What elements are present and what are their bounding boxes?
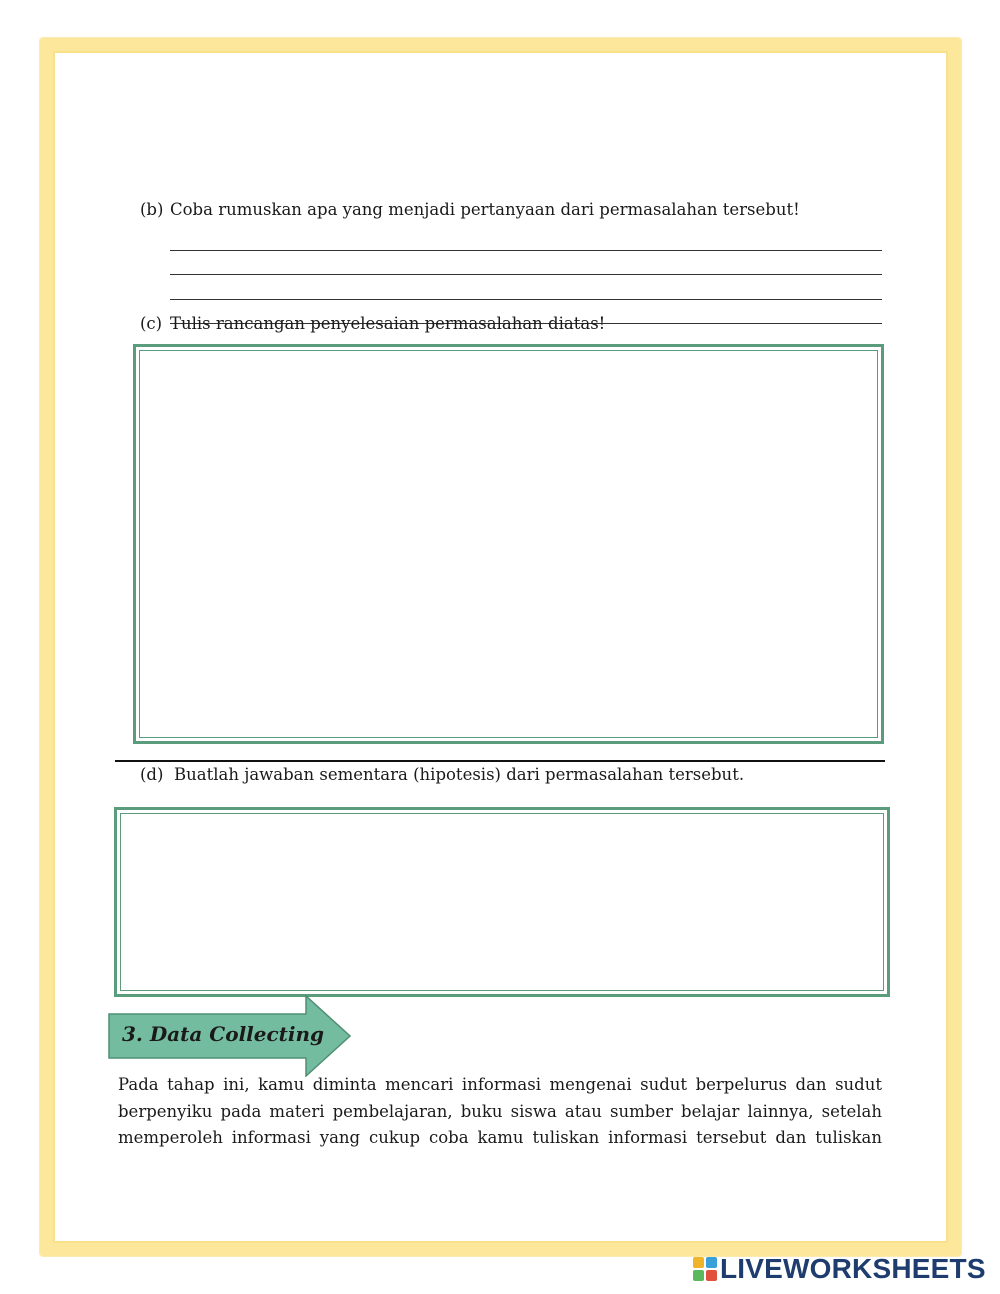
question-d-number: (d): [140, 765, 164, 784]
liveworksheets-logo-icon: [692, 1256, 718, 1282]
question-b-number: (b): [140, 200, 164, 219]
question-c-number: (c): [140, 314, 163, 333]
question-c-text: Tulis rancangan penyelesaian permasalahan diatas!: [170, 314, 606, 333]
question-d-text: Buatlah jawaban sementara (hipotesis) dari permasalahan tersebut.: [174, 765, 745, 784]
answer-box-d[interactable]: [114, 807, 890, 997]
answer-line[interactable]: [170, 275, 882, 300]
answer-box-c[interactable]: [133, 344, 884, 744]
answer-line[interactable]: [170, 226, 882, 251]
answer-line[interactable]: [170, 251, 882, 276]
divider-line: [115, 760, 885, 762]
body-paragraph: Pada tahap ini, kamu diminta mencari informasi mengenai sudut berpelurus dan sudut berpenyiku pada materi pembelajaran, buku siswa atau sumber belajar lainnya, setelah memperoleh informasi yang cukup coba kamu tuliskan informasi tersebut dan tuliskan: [118, 1075, 882, 1147]
brand-name: LIVEWORKSHEETS: [720, 1253, 986, 1284]
question-c: [140, 314, 605, 333]
question-b: [140, 200, 800, 219]
section-title: 3. Data Collecting: [122, 1022, 325, 1046]
answer-lines-b[interactable]: [170, 226, 882, 324]
question-d: [140, 765, 744, 784]
liveworksheets-logo: [692, 1254, 986, 1284]
question-b-text: Coba rumuskan apa yang menjadi pertanyaan dari permasalahan tersebut!: [170, 200, 800, 219]
